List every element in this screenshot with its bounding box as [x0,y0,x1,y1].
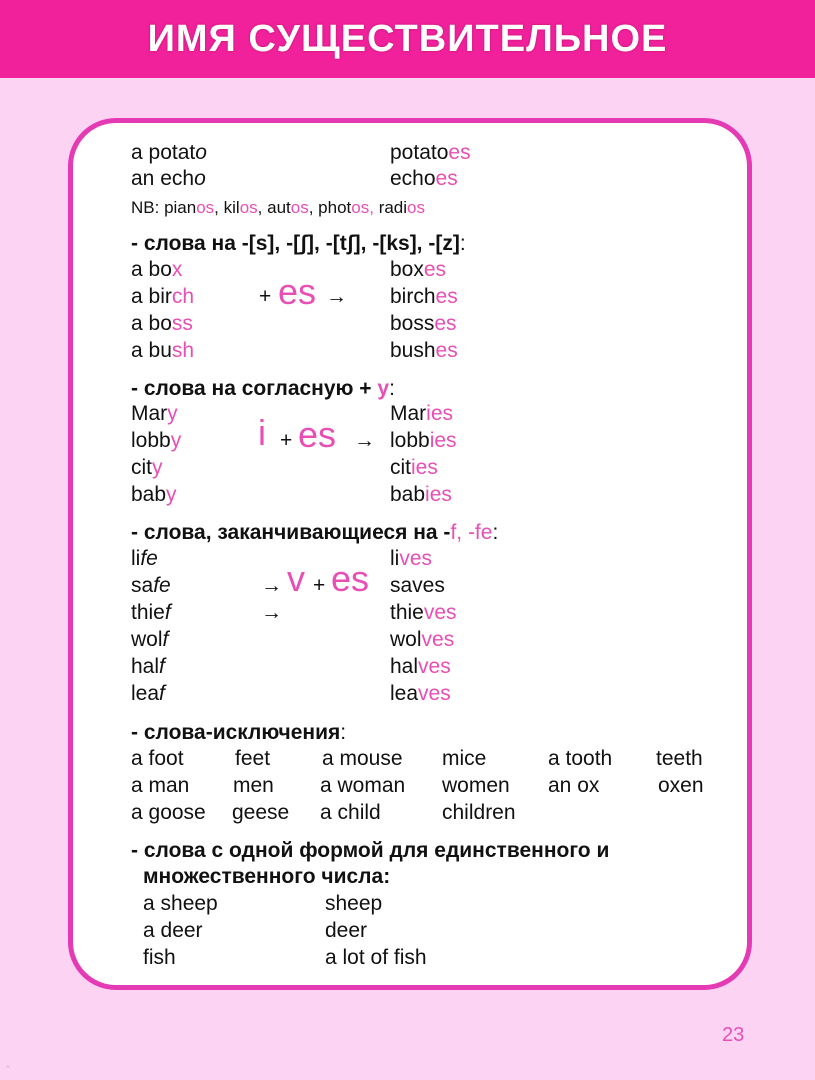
page-header [0,0,815,78]
plural-word: cities [390,456,438,479]
plural-word: deer [325,919,368,942]
singular-word: thief [131,601,171,624]
exception-word: children [442,801,516,824]
v-suffix: v [287,558,305,599]
section-heading-cont: множественного числа: [143,865,391,888]
plural-word: boxes [390,258,447,281]
singular-word: a sheep [143,892,218,915]
section-heading: - слова, заканчивающиеся на -f, -fe: [131,521,499,544]
singular-word: a box [131,258,183,281]
singular-word: Mary [131,402,178,425]
section-heading: - слова на -[s], -[ʃ], -[tʃ], -[ks], -[z]: [131,232,466,255]
exception-word: a man [131,774,190,797]
plural-word: wolves [390,628,455,651]
singular-word: a bush [131,339,195,362]
es-suffix: es [331,558,370,599]
exception-word: teeth [656,747,703,770]
plural-word: Maries [390,402,454,425]
plural-word: leaves [390,682,451,705]
plural-word: sheep [325,892,383,915]
plural-word: potatoes [390,141,471,164]
singular-word: life [131,547,158,570]
exception-word: men [233,774,274,797]
singular-word: leaf [131,682,165,705]
exception-word: a goose [131,801,206,824]
es-suffix: es [278,271,317,312]
arrow-icon: → [261,601,282,624]
section-heading: - слова с одной формой для единственного и [131,839,610,862]
exception-word: a tooth [548,747,613,770]
exception-word: feet [235,747,271,770]
exception-word: mice [442,747,487,770]
singular-word: a boss [131,312,193,335]
plural-word: a lot of fish [325,946,427,969]
nb-note: NB: pianos, kilos, autos, photos, radios [131,198,426,217]
page-title: ИМЯ СУЩЕСТВИТЕЛЬНОЕ [147,18,668,60]
plus-sign: + [280,429,293,452]
plural-word: bosses [390,312,457,335]
arrow-icon: → [354,429,375,452]
corner-mark: ^ [6,1064,10,1073]
plural-word: bushes [390,339,458,362]
section-heading: - слова-исключения: [131,721,347,744]
singular-word: a potato [131,141,207,164]
plural-word: echoes [390,167,458,190]
singular-word: a deer [143,919,203,942]
exception-word: a mouse [322,747,403,770]
singular-word: city [131,456,163,479]
exception-word: a foot [131,747,184,770]
exception-word: oxen [658,774,704,797]
exception-word: a child [320,801,381,824]
plus-sign: + [259,285,272,308]
exception-word: geese [232,801,290,824]
plural-word: lives [390,547,433,570]
singular-word: half [131,655,165,678]
arrow-icon: → [261,574,282,597]
plural-word: babies [390,483,452,506]
plural-word: halves [390,655,451,678]
singular-word: a birch [131,285,195,308]
singular-word: an echo [131,167,206,190]
singular-word: fish [143,946,176,969]
plural-word: lobbies [390,429,457,452]
i-suffix: i [258,412,266,453]
singular-word: safe [131,574,171,597]
singular-word: wolf [131,628,169,651]
plus-sign: + [313,574,326,597]
singular-word: baby [131,483,177,506]
plural-word: saves [390,574,445,597]
plural-word: thieves [390,601,457,624]
es-suffix: es [298,414,337,455]
exception-word: an ox [548,774,600,797]
arrow-icon: → [326,285,347,308]
exception-word: women [442,774,510,797]
section-heading: - слова на согласную + y: [131,377,395,400]
page-number: 23 [722,1024,745,1046]
plural-word: birches [390,285,458,308]
exception-word: a woman [320,774,406,797]
singular-word: lobby [131,429,182,452]
